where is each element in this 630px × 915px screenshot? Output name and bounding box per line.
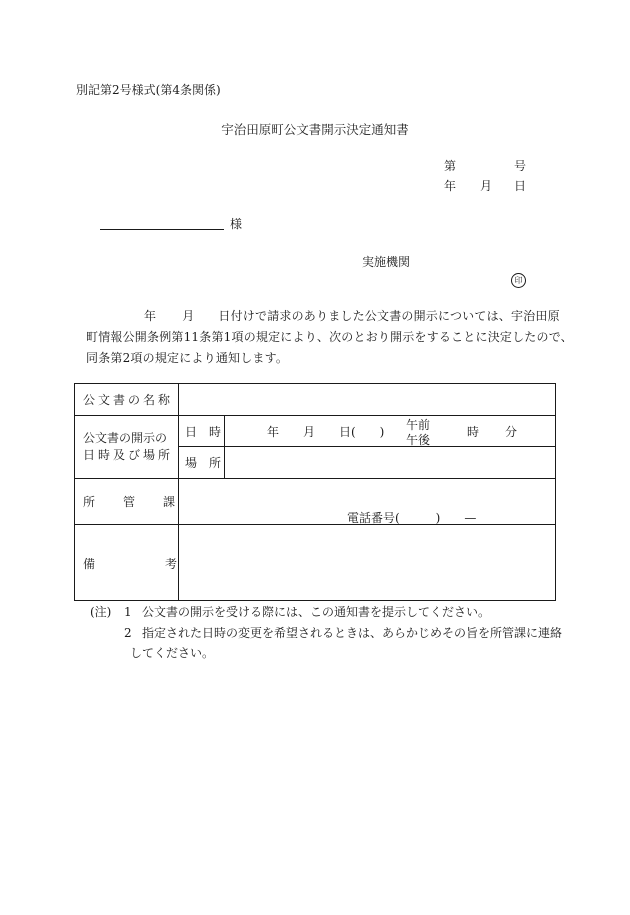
remarks-label: 備考 (83, 557, 248, 571)
datetime-year: 年 (267, 425, 280, 439)
department-label: 所管課 (83, 495, 204, 509)
note-text-1: 公文書の開示を受ける際には、この通知書を提示してください。 (142, 605, 491, 619)
note-text-2b: してください。 (130, 646, 215, 660)
document-number-go: 号 (514, 159, 527, 173)
seal-icon: 印 (511, 273, 526, 288)
datetime-place-label-2: 日時及び場所 (83, 448, 174, 462)
table-row-line-3 (75, 478, 555, 479)
datetime-pm: 午後 (406, 433, 431, 447)
datetime-month: 月 (303, 425, 316, 439)
document-number-dai: 第 (444, 159, 457, 173)
info-table (74, 383, 556, 601)
table-row-line-2 (178, 446, 555, 447)
body-line-3: 同条第2項の規定により通知します。 (86, 351, 289, 365)
body-paragraph (86, 306, 573, 369)
place-label: 場 所 (185, 456, 222, 470)
datetime-day: 日( ) (339, 425, 385, 439)
table-row-line-4 (75, 524, 555, 525)
note-number-1: 1 (124, 605, 132, 619)
form-label: 別記第2号様式(第4条関係) (76, 83, 221, 97)
note-text-2a: 指定された日時の変更を希望されるときは、あらかじめその旨を所管課に連絡 (142, 626, 563, 640)
datetime-minute: 分 (505, 425, 518, 439)
datetime-am: 午前 (406, 418, 431, 432)
addressee-honorific: 様 (230, 217, 243, 231)
body-line-1 (86, 306, 560, 327)
body-month: 月 (182, 309, 195, 323)
body-year: 年 (144, 309, 157, 323)
body-line-1-text: 日付けで請求のありました公文書の開示については、宇治田原 (218, 309, 560, 323)
datetime-hour: 時 (467, 425, 480, 439)
note-number-2: 2 (124, 626, 132, 640)
agency-label: 実施機関 (362, 255, 411, 269)
addressee-underline (100, 229, 224, 230)
doc-name-label: 公文書の名称 (83, 393, 174, 407)
document-title: 宇治田原町公文書開示決定通知書 (221, 122, 409, 137)
datetime-place-label-1: 公文書の開示の (83, 431, 168, 445)
table-row-line-1 (75, 415, 555, 416)
date-day: 日 (514, 179, 527, 193)
datetime-label: 日 時 (185, 425, 222, 439)
date-month: 月 (480, 179, 493, 193)
note-prefix: (注) (90, 605, 112, 619)
body-line-2: 町情報公開条例第11条第1項の規定により、次のとおり開示をすることに決定したので、 (86, 330, 573, 344)
phone-number: 電話番号( ) — (347, 511, 477, 525)
date-year: 年 (444, 179, 457, 193)
